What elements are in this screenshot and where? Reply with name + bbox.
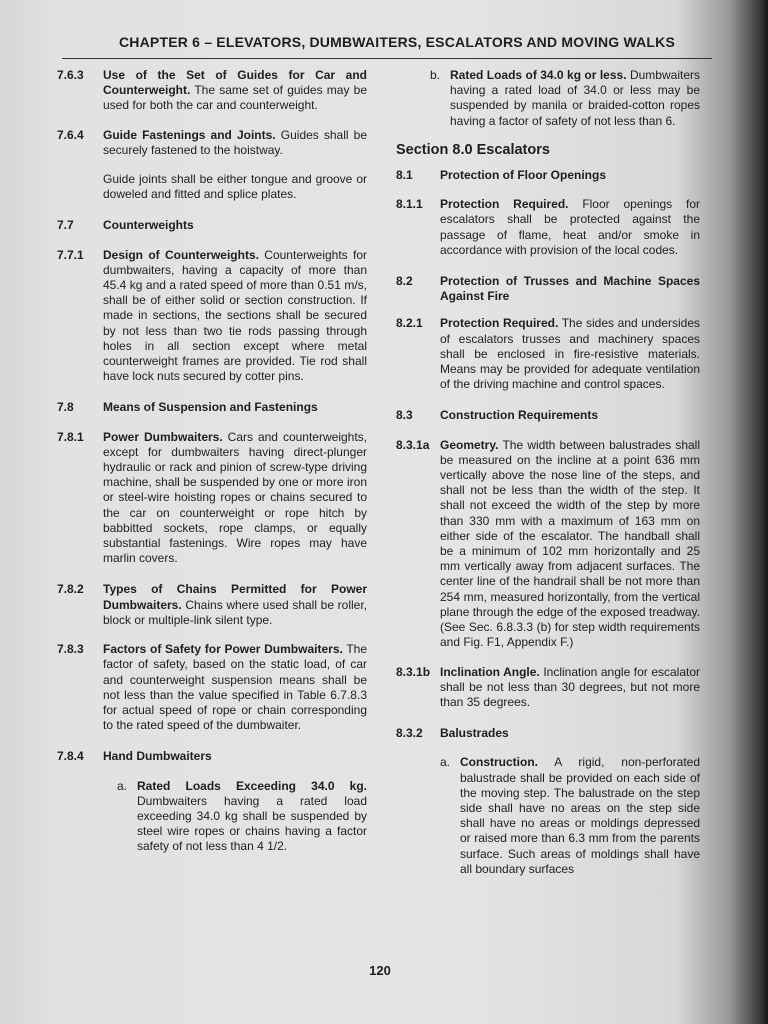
section-title: Types of Chains Permitted for Power Dumbwaiters. bbox=[103, 582, 367, 612]
section-text: Counterweights for dumbwaiters, having a capacity of more than 45.4 kg and a rated speed of more than 0.51 m/s, shall be of either solid or section construction. If made in sections, the sections shall be secured by not less than two tie rods passing through holes in all section except where metal counterweight frames are provided. Tie rod shall have lock nuts secured by cotter pins. bbox=[103, 247, 367, 384]
right-column bbox=[396, 68, 700, 877]
section-text-2: Guide joints shall be either tongue and groove or doweled and fitted and splice plates. bbox=[103, 172, 367, 202]
section-number: 8.3 bbox=[396, 408, 413, 423]
section-7-8-3 bbox=[57, 642, 367, 733]
section-text: The factor of safety, based on the static load, of car and counterweight suspension means shall be not less than the value specified in Table 6.7.8.3 for actual speed of rope or chain corresponding to the rated speed of the dumbwaiter. bbox=[103, 642, 367, 733]
item-label: a. bbox=[117, 778, 128, 793]
section-7-6-3 bbox=[57, 68, 367, 114]
section-title: Counterweights bbox=[103, 218, 194, 233]
section-text: Guides shall be securely fastened to the hoistway. bbox=[103, 127, 368, 157]
section-7-8-4 bbox=[57, 749, 367, 764]
page-number: 120 bbox=[369, 963, 391, 978]
section-7-8-2 bbox=[57, 582, 367, 628]
chapter-header: CHAPTER 6 – ELEVATORS, DUMBWAITERS, ESCALATORS AND MOVING WALKS bbox=[118, 34, 676, 50]
section-title: Power Dumbwaiters. bbox=[103, 429, 223, 444]
section-title: Protection of Trusses and Machine Spaces Against Fire bbox=[440, 274, 700, 304]
section-title: Design of Counterweights. bbox=[103, 247, 259, 262]
section-title: Hand Dumbwaiters bbox=[103, 749, 212, 764]
section-number: 8.2 bbox=[396, 274, 413, 289]
section-heading: Section 8.0 Escalators bbox=[396, 141, 550, 158]
section-text: Cars and counterweights, except for dumbwaiters having direct-plunger hydraulic or rack and pinion of screw-type driving machine, shall be suspended by one or more iron or steel-wire hoisting ropes or chains secured to the car on counterweight or rope hitch by babbitted sockets, rope clamps, or equally substantial fastenings. Wire ropes may have marlin covers. bbox=[103, 429, 368, 566]
section-number: 8.1.1 bbox=[396, 197, 423, 212]
section-8-3-1b bbox=[396, 665, 700, 711]
item-title: Rated Loads of 34.0 kg or less. bbox=[450, 68, 627, 82]
section-text: Inclination angle for escalator shall be not less than 30 degrees, but not more than 35 degrees. bbox=[440, 664, 701, 709]
section-number: 7.6.3 bbox=[57, 68, 84, 82]
section-title: Protection Required. bbox=[440, 197, 569, 212]
section-number: 7.8.3 bbox=[57, 642, 84, 657]
section-text: The sides and undersides of escalators trusses and machinery spaces shall be enclosed in fire-resistive materials. Means may be provided for adequate ventilation of the driving machine and control spaces. bbox=[440, 316, 701, 392]
section-7-6-4 bbox=[57, 128, 367, 203]
item-label: a. bbox=[440, 755, 451, 770]
section-title: Factors of Safety for Power Dumbwaiters. bbox=[103, 642, 343, 657]
item-label: b. bbox=[430, 68, 441, 82]
section-title: Use of the Set of Guides for Car and Counterweight. bbox=[103, 68, 367, 98]
section-text: The same set of guides may be used for both the car and counterweight. bbox=[103, 83, 367, 113]
section-7-7-1 bbox=[57, 248, 367, 385]
section-number: 7.7.1 bbox=[57, 247, 84, 262]
header-rule bbox=[62, 58, 712, 59]
section-title: Means of Suspension and Fastenings bbox=[103, 400, 318, 415]
section-number: 7.7 bbox=[57, 218, 74, 233]
item-text: A rigid, non-perforated balustrade shall be provided on each side of the moving step. The balustrade on the step side shall have no areas on the step side shall have no areas or moldings depressed or raised more than 6.3 mm from the parents surface. Such areas of moldings shall have all boundary surfaces bbox=[460, 755, 700, 876]
section-title: Guide Fastenings and Joints. bbox=[103, 127, 276, 142]
section-8-1-1 bbox=[396, 197, 700, 258]
section-number: 7.6.4 bbox=[57, 127, 84, 142]
section-8-2 bbox=[396, 274, 700, 304]
section-title: Inclination Angle. bbox=[440, 664, 540, 679]
item-text: Dumbwaiters having a rated load exceeding 34.0 kg shall be suspended by steel wire ropes or chains having a factor safety of not less than 4 1/2. bbox=[137, 793, 367, 854]
section-number: 8.3.1b bbox=[396, 664, 431, 679]
section-text: Chains where used shall be roller, block or multiple-link silent type. bbox=[103, 597, 367, 627]
section-8-3-2 bbox=[396, 726, 700, 741]
section-8-1 bbox=[396, 168, 700, 183]
section-title: Protection of Floor Openings bbox=[440, 168, 606, 183]
section-8-3 bbox=[396, 408, 700, 423]
section-text: Floor openings for escalators shall be protected against the passage of flame, heat and/or smoke in accordance with provision of the local codes. bbox=[440, 197, 700, 257]
section-text: The width between balustrades shall be measured on the incline at a point 636 mm vertically above the nose line of the steps, and shall not be less than the width of the step. It shall not exceed the width of the step by more than 330 mm with a maximum of 163 mm on either side of the escalator. The handball shall be a minimum of 102 mm horizontally and 25 mm vertically away from adjacent surfaces. The center line of the handrail shall be not more than 254 mm, measured horizontally, from the vertical plane through the edge of the exposed treadway. (See Sec. 6.8.3.3 (b) for step width requirements and Fig. F1, Appendix F.) bbox=[440, 437, 700, 650]
section-7-8-4-b bbox=[396, 68, 700, 129]
section-title: Protection Required. bbox=[440, 316, 559, 331]
section-number: 8.3.1a bbox=[396, 437, 430, 452]
section-number: 7.8.1 bbox=[57, 429, 84, 444]
section-number: 7.8.4 bbox=[57, 749, 84, 764]
item-title: Rated Loads Exceeding 34.0 kg. bbox=[137, 778, 367, 793]
item-title: Construction. bbox=[460, 755, 538, 770]
section-7-7 bbox=[57, 218, 367, 233]
left-column bbox=[57, 68, 367, 855]
section-number: 8.2.1 bbox=[396, 316, 423, 331]
section-7-8-4-a bbox=[57, 779, 367, 855]
section-number: 8.3.2 bbox=[396, 726, 423, 741]
section-8-2-1 bbox=[396, 316, 700, 392]
section-title: Balustrades bbox=[440, 726, 509, 741]
section-number: 7.8 bbox=[57, 400, 74, 415]
item-text: Dumbwaiters having a rated load of 34.0 or less may be suspended by manila or braided-cotton ropes having a factor of safety of not less than 6. bbox=[450, 68, 700, 128]
section-8-3-2-a bbox=[396, 755, 700, 877]
section-7-8-1 bbox=[57, 430, 367, 567]
section-8-3-1a bbox=[396, 438, 700, 651]
section-number: 7.8.2 bbox=[57, 582, 84, 597]
section-title: Geometry. bbox=[440, 437, 499, 452]
section-number: 8.1 bbox=[396, 168, 413, 183]
section-7-8 bbox=[57, 400, 367, 415]
section-title: Construction Requirements bbox=[440, 408, 599, 423]
